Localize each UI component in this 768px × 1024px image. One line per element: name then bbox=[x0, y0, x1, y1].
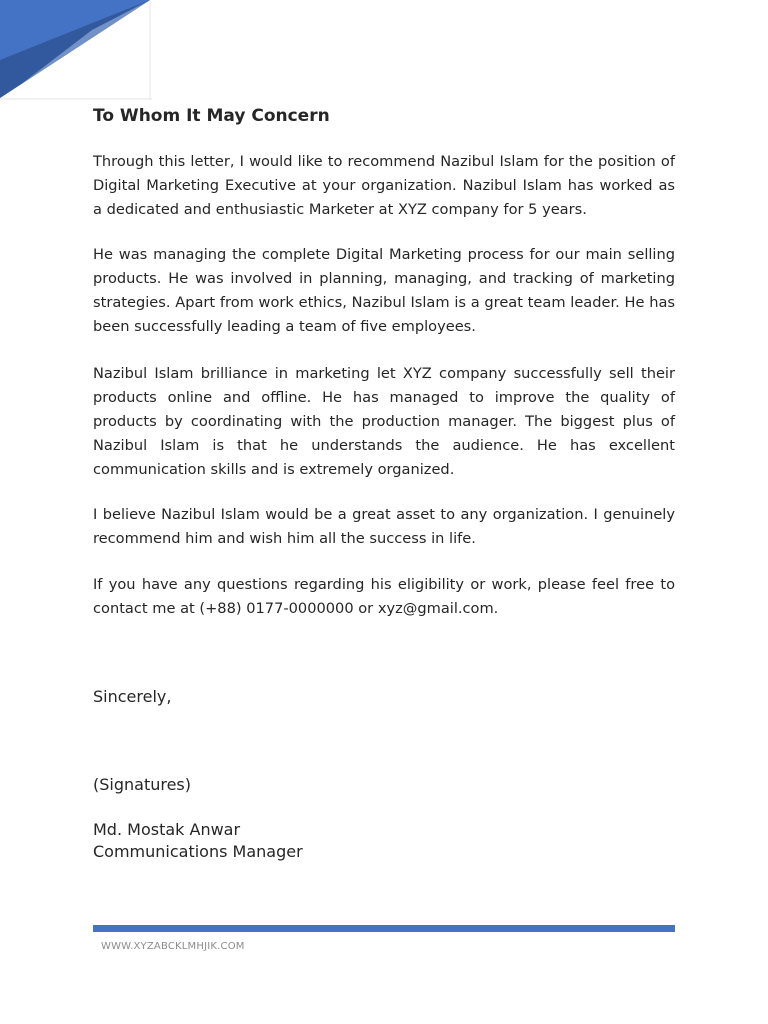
footer-url[interactable]: WWW.XYZABCKLMHJIK.COM bbox=[101, 941, 245, 952]
paragraph-responsibilities: He was managing the complete Digital Marketing process for our main selling products. He was involved in planning, managing, and tracking of marketing strategies. Apart from work ethics, Nazibul Islam is a great team leader. He has been successfully leading a team of five employees. bbox=[93, 246, 675, 335]
signer-title: Communications Manager bbox=[93, 842, 303, 861]
closing-salutation: Sincerely, bbox=[93, 687, 172, 706]
paragraph-introduction: Through this letter, I would like to recommend Nazibul Islam for the position of Digital Marketing Executive at your organization. Nazibul Islam has worked as a dedicated and enthusiastic Marketer at XYZ company for 5 years. bbox=[93, 153, 675, 218]
corner-decoration bbox=[0, 0, 152, 100]
page-title: To Whom It May Concern bbox=[93, 106, 330, 126]
signer-name: Md. Mostak Anwar bbox=[93, 820, 241, 839]
paragraph-achievements: Nazibul Islam brilliance in marketing let XYZ company successfully sell their products online and offline. He has managed to improve the quality of products by coordinating with the production manager. The biggest plus of Nazibul Islam is that he understands the audience. He has excellent communication skills and is extremely organized. bbox=[93, 365, 675, 478]
footer-divider bbox=[93, 925, 675, 932]
signature-placeholder: (Signatures) bbox=[93, 775, 192, 794]
paragraph-contact: If you have any questions regarding his eligibility or work, please feel free to contact me at (+88) 0177-0000000 or xyz@gmail.com. bbox=[93, 576, 675, 617]
paragraph-recommendation: I believe Nazibul Islam would be a great asset to any organization. I genuinely recommend him and wish him all the success in life. bbox=[93, 506, 675, 547]
